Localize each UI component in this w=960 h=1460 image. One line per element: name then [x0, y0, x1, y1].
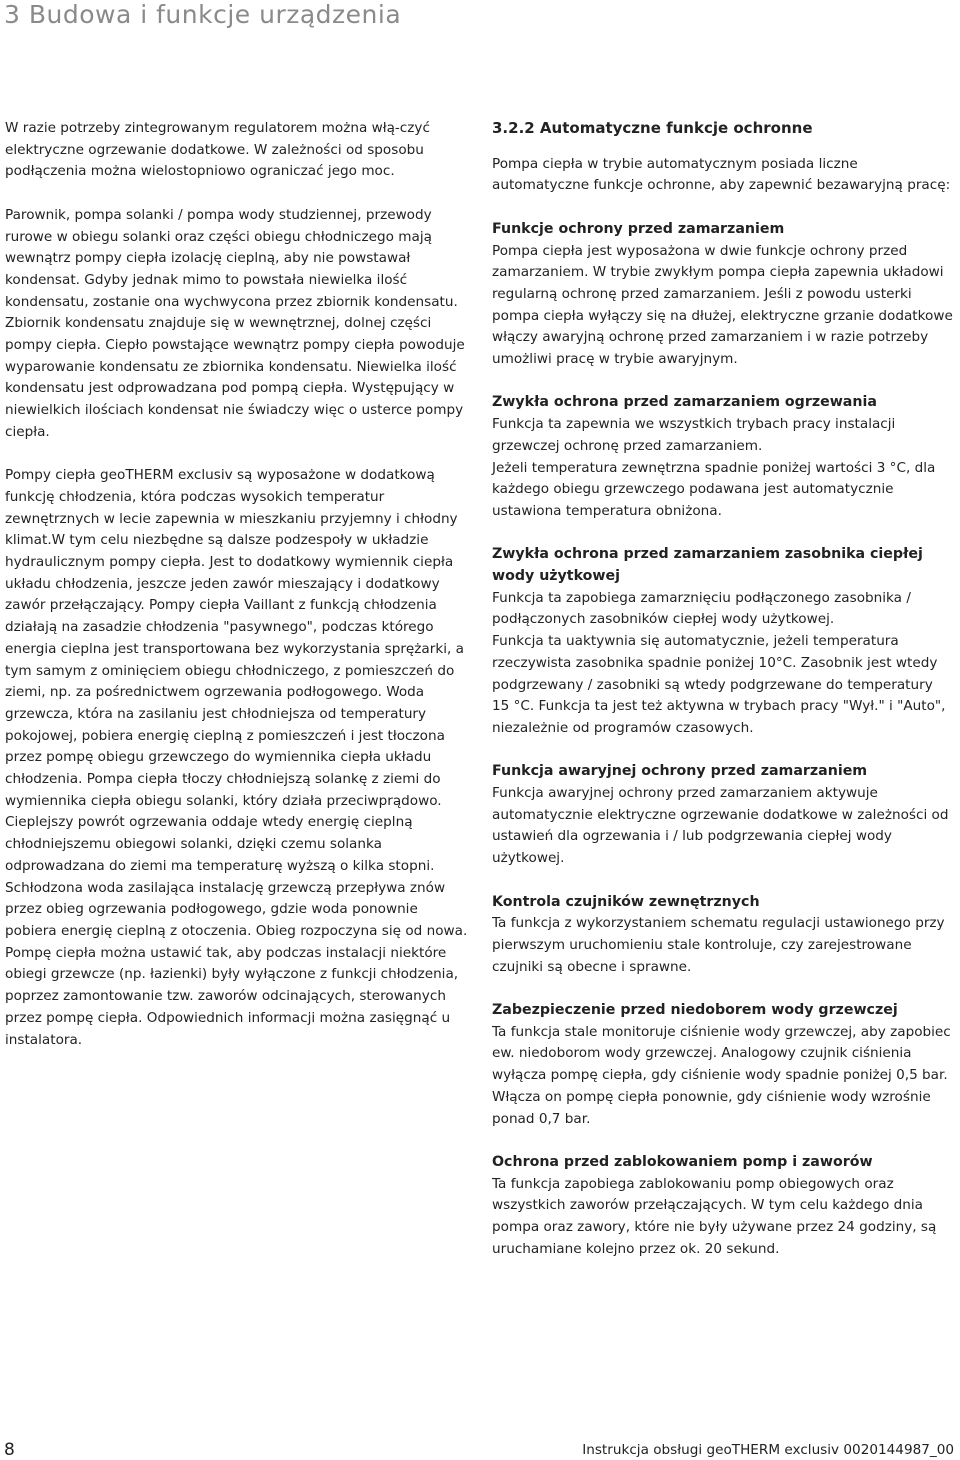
paragraph: Pompa ciepła jest wyposażona w dwie funkcje ochrony przed zamarzaniem. W trybie zwykłym pompa ciepła zapewnia układowi regularną ochronę przed zamarzaniem. Jeśli z powodu usterki pompa ciepła wyłączy się na dłużej, elektryczne grzanie dodatkowe włączy awaryjną ochronę przed zamarzaniem i w razie potrzeby umożliwi pracę w trybie awaryjnym.	[492, 242, 953, 368]
paragraph: Ta funkcja zapobiega zablokowaniu pomp obiegowych oraz wszystkich zaworów przełączających. W tym celu każdego dnia pompa oraz zawory, które nie były używane przez 24 godziny, są uruchamiane kolejno przez ok. 20 sekund.	[492, 1175, 937, 1257]
intro-paragraph: Pompa ciepła w trybie automatycznym posiada liczne automatyczne funkcje ochronne, aby zapewnić bezawaryjną pracę:	[492, 155, 951, 194]
right-column	[492, 118, 954, 1260]
page-header	[4, 0, 956, 30]
block-title: Funkcje ochrony przed zamarzaniem	[492, 220, 785, 237]
block-title: Zwykła ochrona przed zamarzaniem zasobnika ciepłej wody użytkowej	[492, 546, 923, 585]
paragraph: Funkcja ta zapewnia we wszystkich trybach pracy instalacji grzewczej ochronę przed zamarzaniem.	[492, 416, 896, 454]
paragraph: Jeżeli temperatura zewnętrzna spadnie poniżej wartości 3 °C, dla każdego obiegu grzewczego podawana jest automatycznie ustawiona temperatura obniżona.	[492, 459, 936, 519]
paragraph: W razie potrzeby zintegrowanym regulatorem można włą-czyć elektryczne ogrzewanie dodatkowe. W zależności od sposobu podłączenia można wielostopniowo ograniczać jego moc.	[5, 120, 430, 180]
paragraph: Ta funkcja z wykorzystaniem schematu regulacji ustawionego przy pierwszym uruchomieniu stale kontroluje, czy zarejestrowane czujniki są obecne i sprawne.	[492, 915, 945, 975]
protection-block	[492, 1000, 954, 1130]
paragraph: Pompy ciepła geoTHERM exclusiv są wyposażone w dodatkową funkcję chłodzenia, która podczas wysokich temperatur zewnętrznych w lecie zapewnia w mieszkaniu przyjemny i chłodny klimat.W tym celu niezbędne są dalsze podzespoły w układzie hydraulicznym pompy ciepła. Jest to dodatkowy wymiennik ciepła układu chłodzenia, jeszcze jeden zawór mieszający i dodatkowy zawór przełączający. Pompy ciepła Vaillant z funkcją chłodzenia działają na zasadzie chłodzenia "pasywnego", podczas którego energia cieplna jest transportowana bez wykorzystania sprężarki, a tym samym z ominięciem obiegu chłodniczego, z pomieszczeń do ziemi, np. za pośrednictwem ogrzewania podłogowego. Woda grzewcza, która na zasilaniu jest chłodniejsza od temperatury pokojowej, pobiera energię cieplną z pomieszczeń i jest tłoczona przez pompę obiegu grzewczego do wymiennika ciepła układu chłodzenia. Pompa ciepła tłoczy chłodniejszą solankę z ziemi do wymiennika ciepła obiegu solanki, który działa przeciwprądowo. Cieplejszy powrót ogrzewania oddaje wtedy energię cieplną chłodniejszemu obiegowi solanki, dzięki czemu solanka odprowadzana do ziemi ma temperaturę wyższą o kilka stopni. Schłodzona woda zasilająca instalację grzewczą przepływa znów przez obieg ogrzewania podłogowego, gdzie woda ponownie pobiera energię cieplną z otoczenia. Obieg rozpoczyna się od nowa.	[5, 467, 468, 939]
block-title: Zwykła ochrona przed zamarzaniem ogrzewania	[492, 394, 877, 411]
block-title: Kontrola czujników zewnętrznych	[492, 893, 760, 910]
protection-block	[492, 392, 954, 522]
paragraph: Funkcja ta uaktywnia się automatycznie, jeżeli temperatura rzeczywista zasobnika spadnie poniżej 10°C. Zasobnik jest wtedy podgrzewany / zasobniki są wtedy podgrzewane do temperatury 15 °C. Funkcja ta jest też aktywna w trybach pracy "Wył." i "Auto", niezależnie od programów czasowych.	[492, 633, 946, 736]
protection-block	[492, 544, 954, 739]
section-title: 3.2.2 Automatyczne funkcje ochronne	[492, 119, 813, 137]
document-reference: Instrukcja obsługi geoTHERM exclusiv 0020144987_00	[582, 1442, 954, 1458]
protection-block	[492, 761, 954, 870]
paragraph: Parownik, pompa solanki / pompa wody studziennej, przewody rurowe w obiegu solanki oraz części obiegu chłodniczego mają wewnątrz pompy ciepła izolację cieplną, aby nie powstawał kondensat. Gdyby jednak mimo to powstała niewielka ilość kondensatu, zostanie ona wychwycona przez zbiornik kondensatu. Zbiornik kondensatu znajduje się w wewnętrznej, dolnej części pompy ciepła. Ciepło powstające wewnątrz pompy ciepła powoduje wyparowanie kondensatu ze zbiornika kondensatu. Niewielka ilość kondensatu jest odprowadzana pod pompą ciepła. Występujący w niewielkich ilościach kondensat nie świadczy więc o usterce pompy ciepła.	[5, 206, 465, 440]
paragraph: Ta funkcja stale monitoruje ciśnienie wody grzewczej, aby zapobiec ew. niedoborom wody grzewczej. Analogowy czujnik ciśnienia wyłącza pompę ciepła, gdy ciśnienie wody spadnie poniżej 0,5 bar. Włącza on pompę ciepła ponownie, gdy ciśnienie wody wzrośnie ponad 0,7 bar.	[492, 1023, 951, 1127]
protection-block	[492, 219, 954, 371]
block-title: Zabezpieczenie przed niedoborem wody grzewczej	[492, 1002, 898, 1019]
paragraph: Funkcja ta zapobiega zamarznięciu podłączonego zasobnika / podłączonych zasobników ciepłej wody użytkowej.	[492, 589, 911, 628]
block-title: Ochrona przed zablokowaniem pomp i zaworów	[492, 1153, 873, 1170]
protection-block	[492, 1152, 954, 1261]
page-number: 8	[4, 1440, 15, 1460]
left-column	[5, 118, 470, 1051]
protection-block	[492, 892, 954, 979]
paragraph: Funkcja awaryjnej ochrony przed zamarzaniem aktywuje automatycznie elektryczne ogrzewanie dodatkowe w zależności od ustawień dla ogrzewania i / lub podgrzewania ciepłej wody użytkowej.	[492, 785, 949, 867]
block-title: Funkcja awaryjnej ochrony przed zamarzaniem	[492, 763, 868, 780]
paragraph: Pompę ciepła można ustawić tak, aby podczas instalacji niektóre obiegi grzewcze (np. łazienki) były wyłączone z funkcji chłodzenia, poprzez zamontowanie tzw. zaworów odcinających, sterowanych przez pompę ciepła. Odpowiednich informacji można zasięgnąć u instalatora.	[5, 944, 459, 1048]
chapter-title: 3 Budowa i funkcje urządzenia	[4, 0, 402, 29]
